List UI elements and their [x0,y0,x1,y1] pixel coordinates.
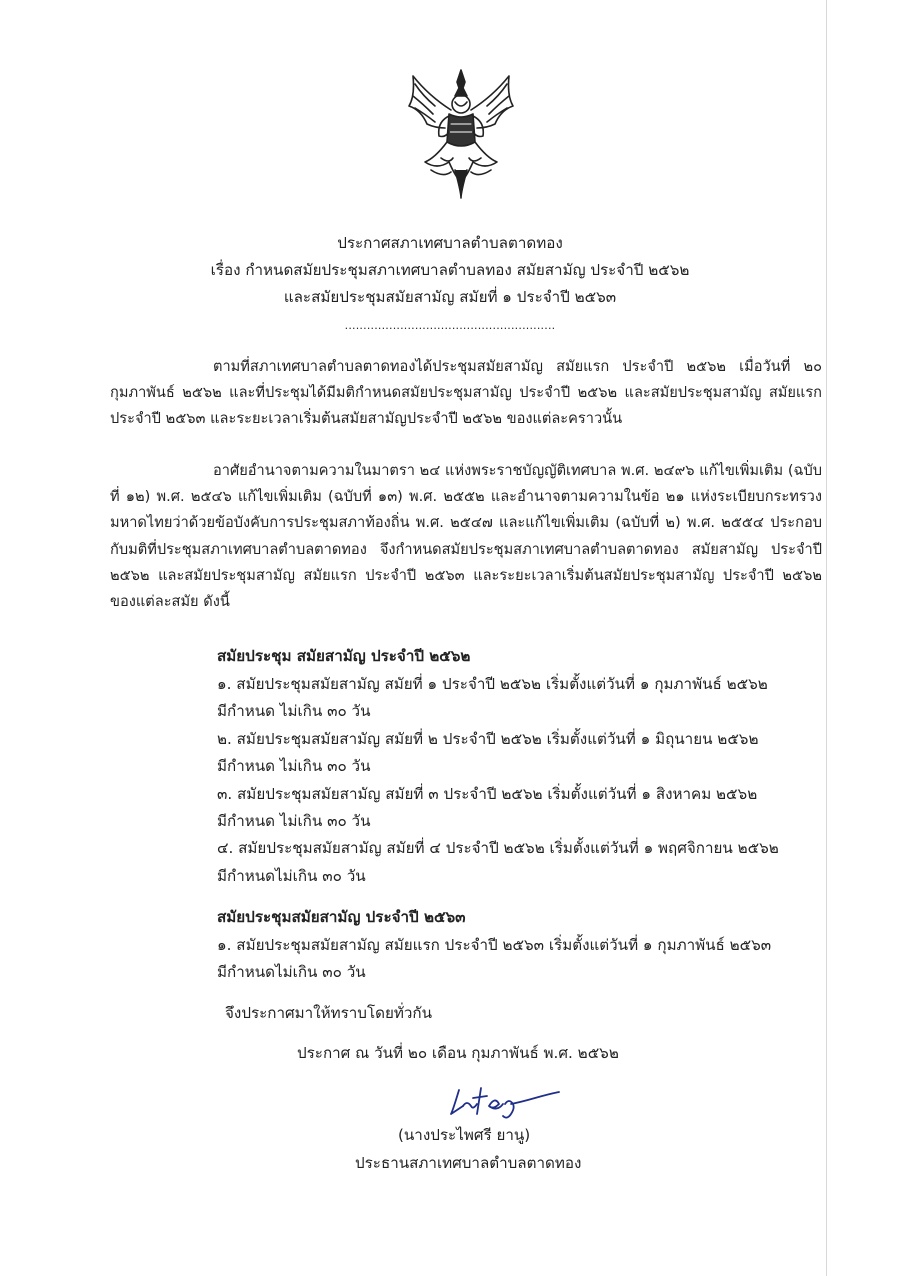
list-item: ๑. สมัยประชุมสมัยสามัญ สมัยที่ ๑ ประจำปี ๒๕๖๒ เริ่มตั้งแต่วันที่ ๑ กุมภาพันธ์ ๒๕๖๒ [217,675,768,693]
paragraph-1 [110,354,822,433]
subject-line-2: และสมัยประชุมสมัยสามัญ สมัยที่ ๑ ประจำปี ๒๕๖๓ [283,288,617,306]
list-item: ๓. สมัยประชุมสมัยสามัญ สมัยที่ ๓ ประจำปี ๒๕๖๒ เริ่มตั้งแต่วันที่ ๑ สิงหาคม ๒๕๖๒ [217,785,758,803]
paragraph-2 [110,458,822,615]
paragraph-1-text: ตามที่สภาเทศบาลตำบลตาดทองได้ประชุมสมัยสามัญ สมัยแรก ประจำปี ๒๕๖๒ เมื่อวันที่ ๒๐ กุมภาพันธ์ ๒๕๖๒ และที่ประชุมได้มีมติกำหนดสมัยประชุมสามัญ ประจำปี ๒๕๖๒ และสมัยประชุมสามัญ สมัยแรก ประจำปี ๒๕๖๓ และระยะเวลาเริ่มต้นสมัยสามัญประจำปี ๒๕๖๒ ของแต่ละคราวนั้น [110,358,822,428]
list-item: ๑. สมัยประชุมสมัยสามัญ สมัยแรก ประจำปี ๒๕๖๓ เริ่มตั้งแต่วันที่ ๑ กุมภาพันธ์ ๒๕๖๓ [217,936,772,954]
list-item-duration: มีกำหนด ไม่เกิน ๓๐ วัน [217,702,371,720]
signatory-name: (นางประไพศรี ยานู) [398,1126,531,1144]
garuda-emblem-icon [405,66,517,202]
subject-line-1: เรื่อง กำหนดสมัยประชุมสภาเทศบาลตำบลทอง สมัยสามัญ ประจำปี ๒๕๖๒ [210,261,690,279]
section-2563-heading: สมัยประชุมสมัยสามัญ ประจำปี ๒๕๖๓ [217,908,466,926]
closing-announcement: จึงประกาศมาให้ทราบโดยทั่วกัน [225,1004,432,1022]
list-item: ๒. สมัยประชุมสมัยสามัญ สมัยที่ ๒ ประจำปี ๒๕๖๒ เริ่มตั้งแต่วันที่ ๑ มิถุนายน ๒๕๖๒ [217,730,759,748]
list-item-duration: มีกำหนด ไม่เกิน ๓๐ วัน [217,757,371,775]
signatory-position: ประธานสภาเทศบาลตำบลตาดทอง [355,1154,582,1172]
list-item-duration: มีกำหนดไม่เกิน ๓๐ วัน [217,867,366,885]
issuer-title: ประกาศสภาเทศบาลตำบลตาดทอง [337,234,563,252]
paragraph-2-text: อาศัยอำนาจตามความในมาตรา ๒๔ แห่งพระราชบัญญัติเทศบาล พ.ศ. ๒๔๙๖ แก้ไขเพิ่มเติม (ฉบับที่ ๑๒) พ.ศ. ๒๕๔๖ แก้ไขเพิ่มเติม (ฉบับที่ ๑๓) พ.ศ. ๒๕๕๒ และอำนาจตามความในข้อ ๒๑ แห่งระเบียบกระทรวงมหาดไทยว่าด้วยข้อบังคับการประชุมสภาท้องถิ่น พ.ศ. ๒๕๔๗ และแก้ไขเพิ่มเติม (ฉบับที่ ๒) พ.ศ. ๒๕๕๔ ประกอบกับมติที่ประชุมสภาเทศบาลตำบลตาดทอง จึงกำหนดสมัยประชุมสภาเทศบาลตำบลตาดทอง สมัยสามัญ ประจำปี ๒๕๖๒ และสมัยประชุมสามัญ สมัยแรก ประจำปี ๒๕๖๓ และระยะเวลาเริ่มต้นสมัยประชุมสามัญ ประจำปี ๒๕๖๒ ของแต่ละสมัย ดังนี้ [110,462,822,611]
section-2562-heading: สมัยประชุม สมัยสามัญ ประจำปี ๒๕๖๒ [217,647,471,665]
announcement-date: ประกาศ ณ วันที่ ๒๐ เดือน กุมภาพันธ์ พ.ศ. ๒๕๖๒ [297,1044,619,1062]
scan-edge-line [826,0,827,1276]
handwritten-signature [445,1080,565,1122]
list-item-duration: มีกำหนด ไม่เกิน ๓๐ วัน [217,812,371,830]
header-separator: ......................................................... [344,319,556,332]
list-item: ๔. สมัยประชุมสมัยสามัญ สมัยที่ ๔ ประจำปี ๒๕๖๒ เริ่มตั้งแต่วันที่ ๑ พฤศจิกายน ๒๕๖๒ [217,839,779,857]
list-item-duration: มีกำหนดไม่เกิน ๓๐ วัน [217,963,366,981]
